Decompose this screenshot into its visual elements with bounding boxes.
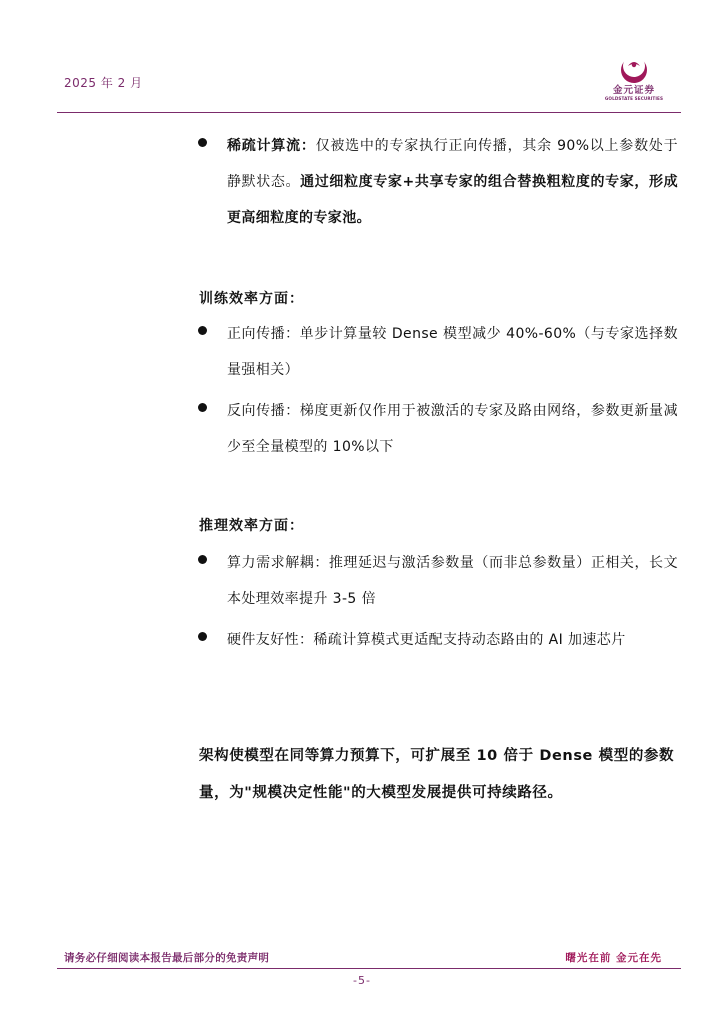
bullet-text: 反向传播：梯度更新仅作用于被激活的专家及路由网络，参数更新量减少至全量模型的 10%以下 <box>227 403 678 455</box>
logo-chinese-name: 金元证券 <box>612 85 655 96</box>
company-logo <box>594 54 674 104</box>
bullet-dot-icon <box>198 326 207 335</box>
page-number: -5- <box>353 974 371 987</box>
bullet-text: 算力需求解耦：推理延迟与激活参数量（而非总参数量）正相关，长文本处理效率提升 3-5 倍 <box>227 555 678 607</box>
logo-emblem-icon <box>617 54 651 84</box>
bullet-body: 仅被选中的专家执行正向传播，其余 90%以上参数处于静默状态。 <box>227 138 679 190</box>
training-section-title: 训练效率方面： <box>199 291 304 307</box>
company-slogan: 曙光在前 金元在先 <box>565 952 662 964</box>
bullet-tail: 通过细粒度专家+共享专家的组合替换粗粒度的专家，形成更高细粒度的专家池。 <box>227 174 679 226</box>
disclaimer-notice: 请务必仔细阅读本报告最后部分的免责声明 <box>64 952 270 964</box>
bullet-dot-icon <box>198 632 207 641</box>
training-item-backward <box>198 393 678 465</box>
report-date: 2025 年 2 月 <box>64 76 143 90</box>
bullet-text: 正向传播：单步计算量较 Dense 模型减少 40%-60%（与专家选择数量强相关） <box>227 326 678 378</box>
bullet-dot-icon <box>198 555 207 564</box>
inference-section-title: 推理效率方面： <box>199 518 304 534</box>
conclusion-paragraph: 架构使模型在同等算力预算下，可扩展至 10 倍于 Dense 模型的参数量，为"规模决定性能"的大模型发展提供可持续路径。 <box>199 748 675 801</box>
logo-english-name: GOLDSTATE SECURITIES <box>604 96 664 101</box>
inference-item-hardware <box>198 622 678 658</box>
bullet-lead: 稀疏计算流： <box>227 138 316 154</box>
bullet-dot-icon <box>198 138 207 147</box>
bullet-text <box>227 128 678 236</box>
training-item-forward <box>198 316 678 388</box>
footer-divider <box>57 968 681 969</box>
inference-item-decoupling <box>198 545 678 617</box>
bullet-dot-icon <box>198 403 207 412</box>
header-divider <box>57 112 681 113</box>
bullet-text: 硬件友好性：稀疏计算模式更适配支持动态路由的 AI 加速芯片 <box>227 632 626 648</box>
bullet-sparse-compute <box>198 128 678 236</box>
